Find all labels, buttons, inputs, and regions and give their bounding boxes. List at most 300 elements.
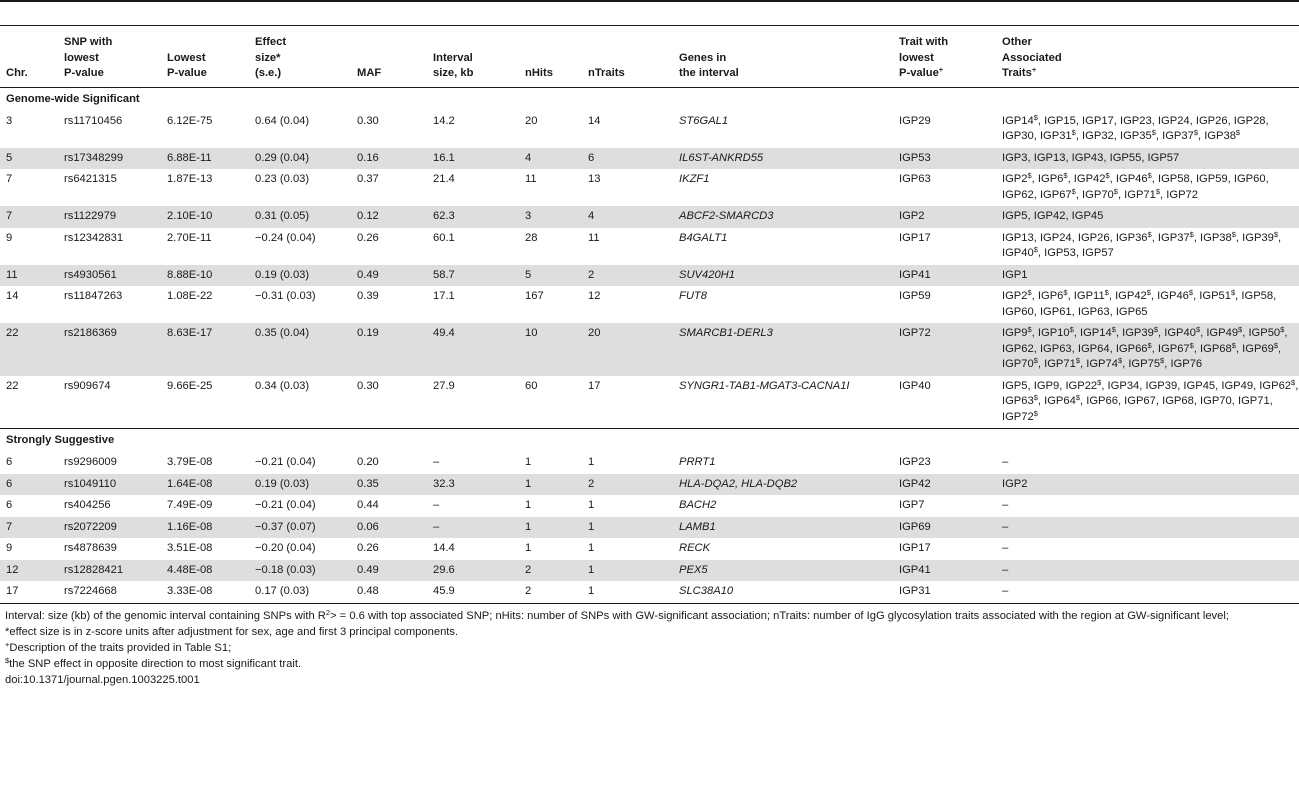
col-maf: MAF <box>351 26 427 87</box>
opposite-direction-mark: $ <box>1193 128 1198 137</box>
cell-genes: SYNGR1-TAB1-MGAT3-CACNA1I <box>679 379 850 392</box>
opposite-direction-mark: $ <box>1027 325 1032 334</box>
opposite-direction-mark: $ <box>1188 288 1194 297</box>
cell-trait: IGP7 <box>899 499 925 511</box>
cell-ntraits: 1 <box>588 542 595 554</box>
opposite-direction-mark: $ <box>1113 186 1118 196</box>
cell-lowest-p: 6.88E-11 <box>161 148 249 170</box>
trait-code: IGP15 <box>1044 114 1076 127</box>
trait-code: IGP22 <box>1065 379 1098 392</box>
opposite-direction-mark: $ <box>1071 186 1076 196</box>
cell-maf: 0.48 <box>357 585 379 597</box>
cell-ntraits: 2 <box>582 474 673 496</box>
cell-lowest-p: 1.16E-08 <box>161 517 249 539</box>
cell-nhits: 28 <box>525 231 538 244</box>
opposite-direction-mark: $ <box>1146 288 1151 297</box>
table-row <box>0 474 1299 496</box>
cell-ntraits: 14 <box>588 114 601 127</box>
opposite-direction-mark: $ <box>1195 325 1201 334</box>
trait-code: IGP64 <box>1077 342 1110 355</box>
table-row <box>0 228 1299 265</box>
footnote-doi: doi:10.1371/journal.pgen.1003225.t001 <box>5 674 200 686</box>
trait-code: IGP57 <box>1147 151 1180 164</box>
opposite-direction-mark: $ <box>1231 229 1236 239</box>
cell-lowest-p: 8.88E-10 <box>161 265 249 287</box>
cell-interval: 14.4 <box>433 542 455 554</box>
cell-genes: B4GALT1 <box>679 231 728 244</box>
cell-ntraits: 1 <box>582 560 673 582</box>
cell-snp: rs7224668 <box>64 585 117 597</box>
cell-genes: ST6GAL1 <box>679 114 729 127</box>
trait-code: IGP23 <box>1119 114 1152 127</box>
cell-chr: 12 <box>0 560 58 582</box>
cell-effect: −0.20 (0.04) <box>255 542 316 554</box>
cell-maf: 0.06 <box>351 517 427 539</box>
cell-ntraits: 6 <box>582 148 673 170</box>
trait-code: IGP61 <box>1039 305 1072 318</box>
cell-snp: rs11847263 <box>64 290 123 302</box>
col-genes: Genes in the interval <box>673 26 893 87</box>
cell-maf: 0.26 <box>357 542 379 554</box>
cell-snp: rs4878639 <box>64 542 117 554</box>
cell-other-traits: IGP2 <box>996 474 1299 496</box>
cell-lowest-p: 3.79E-08 <box>167 456 213 468</box>
opposite-direction-mark: $ <box>1147 229 1152 239</box>
opposite-direction-mark: $ <box>1273 229 1279 239</box>
cell-interval: 17.1 <box>433 290 455 302</box>
cell-lowest-p: 3.33E-08 <box>167 585 213 597</box>
trait-code: IGP5 <box>1002 379 1028 392</box>
trait-code: IGP13 <box>1002 231 1034 244</box>
cell-chr: 22 <box>0 323 58 376</box>
cell-snp: rs1122979 <box>58 206 161 228</box>
trait-code: IGP63 <box>1077 305 1110 318</box>
trait-code: IGP46 <box>1115 173 1148 185</box>
cell-genes: SLC38A10 <box>679 585 734 597</box>
trait-code: IGP51 <box>1199 290 1231 302</box>
trait-code: IGP35 <box>1119 130 1152 142</box>
cell-trait: IGP41 <box>893 265 996 287</box>
trait-code: IGP26 <box>1077 231 1110 244</box>
cell-lowest-p: 1.87E-13 <box>167 173 213 185</box>
table-row <box>0 206 1299 228</box>
cell-maf: 0.12 <box>351 206 427 228</box>
cell-other-traits: IGP13, IGP24, IGP26, IGP36$, IGP37$, IGP38$, IGP39$, IGP40$, IGP53, IGP57 <box>1002 229 1282 259</box>
trait-code: IGP67 <box>1157 342 1190 355</box>
trait-code: IGP46 <box>1157 290 1189 302</box>
trait-code: IGP26 <box>1195 114 1228 127</box>
col-ntraits: nTraits <box>582 26 673 87</box>
trait-code: IGP71 <box>1044 358 1076 370</box>
trait-code: IGP14 <box>1080 327 1112 339</box>
cell-trait: IGP40 <box>899 379 931 392</box>
section-title: Genome-wide Significant <box>6 92 140 105</box>
trait-code: IGP71 <box>1237 395 1270 407</box>
cell-effect: 0.34 (0.03) <box>255 379 310 392</box>
trait-code: IGP9 <box>1002 327 1028 339</box>
trait-code: IGP38 <box>1200 231 1232 244</box>
table-row <box>0 452 1299 474</box>
footnote-description: +Description of the traits provided in Table S1; <box>5 640 232 654</box>
trait-code: IGP66 <box>1086 395 1118 407</box>
cell-ntraits: 20 <box>582 323 673 376</box>
trait-code: IGP59 <box>1195 173 1228 185</box>
cell-effect: −0.21 (0.04) <box>255 499 316 511</box>
opposite-direction-mark: $ <box>1069 325 1074 334</box>
opposite-direction-mark: $ <box>1027 171 1032 180</box>
cell-trait: IGP42 <box>893 474 996 496</box>
cell-effect: −0.21 (0.04) <box>255 456 316 468</box>
cell-ntraits: 13 <box>588 173 601 185</box>
trait-code: IGP11 <box>1073 290 1105 302</box>
trait-code: IGP42 <box>1073 173 1106 185</box>
table-row <box>0 148 1299 170</box>
cell-trait: IGP63 <box>899 173 931 185</box>
cell-trait: IGP59 <box>899 290 931 302</box>
table-row <box>0 286 1299 323</box>
cell-interval: 60.1 <box>433 231 455 244</box>
col-other-traits: Other Associated Traits+ <box>996 26 1299 87</box>
trait-code: IGP68 <box>1162 395 1194 407</box>
cell-genes: PEX5 <box>673 560 893 582</box>
opposite-direction-mark: $ <box>1033 356 1038 365</box>
cell-interval: 32.3 <box>427 474 519 496</box>
cell-effect: 0.29 (0.04) <box>249 148 351 170</box>
cell-chr: 17 <box>6 585 19 597</box>
opposite-direction-mark: $ <box>1155 186 1161 196</box>
table-row <box>0 538 1299 560</box>
table-body <box>0 87 1299 603</box>
cell-lowest-p: 9.66E-25 <box>167 379 213 392</box>
cell-chr: 6 <box>6 456 13 468</box>
table-row <box>0 560 1299 582</box>
cell-genes: SUV420H1 <box>673 265 893 287</box>
cell-chr: 9 <box>6 231 13 244</box>
opposite-direction-mark: $ <box>1033 408 1038 418</box>
trait-code: IGP55 <box>1109 151 1142 164</box>
table-bottom-rule <box>0 603 1299 604</box>
cell-snp: rs12828421 <box>58 560 161 582</box>
cell-snp: rs17348299 <box>58 148 161 170</box>
cell-nhits: 10 <box>519 323 582 376</box>
opposite-direction-mark: $ <box>1075 356 1080 365</box>
cell-genes: ABCF2-SMARCD3 <box>673 206 893 228</box>
trait-code: IGP72 <box>1002 410 1034 423</box>
cell-lowest-p: 6.12E-75 <box>167 114 213 127</box>
cell-chr: 7 <box>0 517 58 539</box>
cell-ntraits: 17 <box>588 379 601 392</box>
cell-trait: IGP69 <box>893 517 996 539</box>
trait-code: IGP62 <box>1002 188 1034 201</box>
trait-code: IGP2 <box>1002 290 1028 302</box>
opposite-direction-mark: $ <box>1104 288 1109 297</box>
trait-code: IGP53 <box>1044 247 1076 259</box>
cell-other-traits: IGP2$, IGP6$, IGP42$, IGP46$, IGP58, IGP59, IGP60, IGP62, IGP67$, IGP70$, IGP71$, IGP72 <box>1002 171 1269 201</box>
cell-genes: BACH2 <box>679 499 717 511</box>
cell-nhits: 20 <box>525 114 538 127</box>
opposite-direction-mark: $ <box>1231 340 1236 350</box>
cell-other-traits: – <box>1002 585 1009 597</box>
cell-interval: 58.7 <box>427 265 519 287</box>
cell-maf: 0.30 <box>357 379 379 392</box>
cell-nhits: 2 <box>525 585 532 597</box>
cell-nhits: 60 <box>525 379 538 392</box>
trait-code: IGP10 <box>1037 327 1070 339</box>
table-row <box>0 111 1299 148</box>
cell-other-traits: IGP3, IGP13, IGP43, IGP55, IGP57 <box>996 148 1299 170</box>
cell-interval: 29.6 <box>427 560 519 582</box>
cell-snp: rs1049110 <box>58 474 161 496</box>
trait-code: IGP32 <box>1082 130 1114 142</box>
cell-snp: rs909674 <box>64 379 111 392</box>
cell-ntraits: 2 <box>582 265 673 287</box>
trait-code: IGP70 <box>1200 395 1232 407</box>
cell-lowest-p: 7.49E-09 <box>167 499 213 511</box>
cell-interval: – <box>427 517 519 539</box>
col-snp: SNP with lowest P-value <box>58 26 161 87</box>
trait-code: IGP76 <box>1170 358 1203 370</box>
trait-code: IGP34 <box>1107 379 1140 392</box>
cell-effect: −0.18 (0.03) <box>249 560 351 582</box>
opposite-direction-mark: $ <box>1147 171 1152 180</box>
trait-code: IGP75 <box>1128 358 1161 370</box>
trait-code: IGP62 <box>1259 379 1292 392</box>
cell-effect: 0.19 (0.03) <box>249 474 351 496</box>
trait-code: IGP30 <box>1002 130 1034 142</box>
cell-other-traits: IGP5, IGP42, IGP45 <box>996 206 1299 228</box>
cell-trait: IGP72 <box>893 323 996 376</box>
trait-code: IGP65 <box>1115 305 1148 318</box>
trait-code: IGP45 <box>1071 210 1104 222</box>
cell-trait: IGP53 <box>893 148 996 170</box>
trait-code: IGP58 <box>1241 290 1274 302</box>
cell-lowest-p: 8.63E-17 <box>161 323 249 376</box>
trait-code: IGP13 <box>1033 151 1066 164</box>
cell-genes: SMARCB1-DERL3 <box>673 323 893 376</box>
trait-code: IGP17 <box>1082 114 1114 127</box>
cell-ntraits: 1 <box>588 585 595 597</box>
cell-chr: 3 <box>6 114 13 127</box>
cell-ntraits: 1 <box>588 456 595 468</box>
trait-code: IGP40 <box>1164 327 1196 339</box>
cell-maf: 0.16 <box>351 148 427 170</box>
cell-effect: 0.35 (0.04) <box>249 323 351 376</box>
trait-code: IGP37 <box>1162 130 1194 142</box>
col-chr: Chr. <box>0 26 58 87</box>
table-row <box>0 265 1299 287</box>
opposite-direction-mark: $ <box>1273 340 1279 350</box>
trait-code: IGP38 <box>1204 130 1236 142</box>
trait-code: IGP39 <box>1122 327 1154 339</box>
opposite-direction-mark: $ <box>1027 288 1032 297</box>
trait-code: IGP6 <box>1037 173 1064 185</box>
cell-maf: 0.49 <box>351 560 427 582</box>
trait-code: IGP49 <box>1206 327 1239 339</box>
cell-other-traits: – <box>996 560 1299 582</box>
cell-other-traits: – <box>1002 499 1009 511</box>
cell-effect: 0.19 (0.03) <box>249 265 351 287</box>
opposite-direction-mark: $ <box>1153 325 1158 334</box>
trait-code: IGP60 <box>1233 173 1266 185</box>
table-row <box>0 323 1299 376</box>
trait-code: IGP39 <box>1242 231 1274 244</box>
cell-chr: 5 <box>0 148 58 170</box>
cell-ntraits: 12 <box>588 290 601 302</box>
cell-interval: – <box>433 456 440 468</box>
table-row <box>0 495 1299 517</box>
opposite-direction-mark: $ <box>1235 128 1241 137</box>
opposite-direction-mark: $ <box>1189 229 1194 239</box>
cell-effect: 0.64 (0.04) <box>255 114 310 127</box>
cell-ntraits: 4 <box>582 206 673 228</box>
col-effect: Effect size* (s.e.) <box>249 26 351 87</box>
cell-nhits: 1 <box>525 542 532 554</box>
cell-interval: 21.4 <box>433 173 455 185</box>
trait-code: IGP24 <box>1157 114 1190 127</box>
cell-chr: 7 <box>0 206 58 228</box>
cell-snp: rs12342831 <box>64 231 124 244</box>
cell-maf: 0.20 <box>357 456 379 468</box>
opposite-direction-mark: $ <box>1063 171 1068 180</box>
trait-code: IGP43 <box>1071 151 1104 164</box>
trait-code: IGP6 <box>1037 290 1064 302</box>
cell-maf: 0.39 <box>357 290 379 302</box>
table-row <box>0 581 1299 603</box>
cell-nhits: 1 <box>525 456 532 468</box>
cell-other-traits: IGP2$, IGP6$, IGP11$, IGP42$, IGP46$, IGP51$, IGP58, IGP60, IGP61, IGP63, IGP65 <box>1002 288 1277 318</box>
cell-snp: rs4930561 <box>58 265 161 287</box>
opposite-direction-mark: $ <box>1291 377 1296 387</box>
cell-other-traits: IGP9$, IGP10$, IGP14$, IGP39$, IGP40$, IGP49$, IGP50$, IGP62, IGP63, IGP64, IGP66$, IGP67$, IGP68$, IGP69$, IGP70$, IGP71$, IGP74$, IGP75$, IGP76 <box>996 323 1299 376</box>
trait-code: IGP66 <box>1115 342 1148 355</box>
cell-lowest-p: 1.08E-22 <box>167 290 213 302</box>
cell-genes: PRRT1 <box>679 456 716 468</box>
cell-trait: IGP17 <box>899 231 931 244</box>
cell-maf: 0.19 <box>351 323 427 376</box>
cell-ntraits: 1 <box>588 499 595 511</box>
cell-nhits: 2 <box>519 560 582 582</box>
trait-code: IGP37 <box>1157 231 1190 244</box>
cell-trait: IGP2 <box>893 206 996 228</box>
trait-code: IGP36 <box>1115 231 1148 244</box>
cell-maf: 0.49 <box>351 265 427 287</box>
cell-interval: – <box>433 499 440 511</box>
col-lowest-p: Lowest P-value <box>161 26 249 87</box>
cell-nhits: 1 <box>519 517 582 539</box>
cell-effect: −0.24 (0.04) <box>255 231 316 244</box>
opposite-direction-mark: $ <box>1189 340 1194 350</box>
cell-other-traits: – <box>1002 542 1009 554</box>
cell-chr: 6 <box>6 499 13 511</box>
trait-code: IGP42 <box>1033 210 1066 222</box>
trait-code: IGP70 <box>1002 358 1034 370</box>
trait-code: IGP74 <box>1086 358 1118 370</box>
opposite-direction-mark: $ <box>1231 288 1236 297</box>
opposite-direction-mark: $ <box>1075 393 1080 402</box>
trait-header-mark: + <box>938 65 944 74</box>
cell-other-traits <box>996 265 1299 287</box>
trait-code: IGP67 <box>1039 188 1072 201</box>
cell-trait: IGP17 <box>899 542 931 554</box>
cell-other-traits: – <box>1002 456 1009 468</box>
cell-trait: IGP41 <box>893 560 996 582</box>
trait-code: IGP14 <box>1002 114 1034 127</box>
cell-chr: 6 <box>0 474 58 496</box>
cell-snp: rs2186369 <box>58 323 161 376</box>
trait-code: IGP42 <box>1115 290 1147 302</box>
cell-trait: IGP29 <box>899 114 931 127</box>
section-header-row <box>0 87 1299 111</box>
cell-effect: 0.23 (0.03) <box>255 173 310 185</box>
cell-ntraits: 11 <box>588 231 600 244</box>
trait-code: IGP58 <box>1158 173 1190 185</box>
trait-code: IGP24 <box>1039 231 1072 244</box>
cell-genes: LAMB1 <box>673 517 893 539</box>
top-rule-thick <box>0 0 1299 2</box>
cell-trait: IGP31 <box>899 585 931 597</box>
cell-genes: IKZF1 <box>679 173 710 185</box>
cell-snp: rs6421315 <box>64 173 117 185</box>
trait-code: IGP9 <box>1033 379 1060 392</box>
cell-effect: 0.31 (0.05) <box>249 206 351 228</box>
cell-lowest-p: 4.48E-08 <box>161 560 249 582</box>
results-table <box>0 26 1299 603</box>
opposite-direction-mark: $ <box>1238 325 1243 334</box>
trait-code: IGP69 <box>1242 342 1274 355</box>
trait-code: IGP28 <box>1233 114 1266 127</box>
col-nhits: nHits <box>519 26 582 87</box>
cell-snp: rs9296009 <box>64 456 117 468</box>
cell-other-traits: IGP5, IGP9, IGP22$, IGP34, IGP39, IGP45, IGP49, IGP62$, IGP63$, IGP64$, IGP66, IGP67, IGP68, IGP70, IGP71, IGP72$ <box>1002 377 1299 423</box>
cell-other-traits: – <box>996 517 1299 539</box>
cell-effect: 0.17 (0.03) <box>255 585 310 597</box>
cell-nhits: 1 <box>525 499 532 511</box>
cell-maf: 0.30 <box>357 114 379 127</box>
cell-chr: 9 <box>6 542 13 554</box>
trait-code: IGP1 <box>1002 268 1028 281</box>
cell-lowest-p: 2.70E-11 <box>167 231 212 244</box>
trait-code: IGP39 <box>1145 379 1178 392</box>
cell-chr: 22 <box>6 379 19 392</box>
table-header-row <box>0 26 1299 87</box>
trait-code: IGP63 <box>1039 342 1072 355</box>
footnote-opposite: $the SNP effect in opposite direction to most significant trait. <box>5 656 302 670</box>
cell-nhits: 1 <box>519 474 582 496</box>
cell-effect: −0.31 (0.03) <box>255 290 316 302</box>
trait-code: IGP49 <box>1221 379 1254 392</box>
cell-ntraits: 1 <box>582 517 673 539</box>
cell-genes: HLA-DQA2, HLA-DQB2 <box>673 474 893 496</box>
cell-nhits: 3 <box>519 206 582 228</box>
section-header-row <box>0 429 1299 453</box>
trait-code: IGP45 <box>1183 379 1216 392</box>
cell-maf: 0.37 <box>357 173 379 185</box>
opposite-direction-mark: $ <box>1151 128 1156 137</box>
cell-lowest-p: 1.64E-08 <box>161 474 249 496</box>
table-row <box>0 169 1299 206</box>
cell-snp: rs404256 <box>64 499 111 511</box>
trait-code: IGP50 <box>1248 327 1281 339</box>
opposite-direction-mark: $ <box>1033 112 1038 122</box>
opposite-direction-mark: $ <box>1105 171 1110 180</box>
opposite-direction-mark: $ <box>1280 325 1285 334</box>
opposite-direction-mark: $ <box>1147 340 1152 350</box>
section-title: Strongly Suggestive <box>0 429 1299 453</box>
cell-interval: 45.9 <box>433 585 455 597</box>
cell-interval: 27.9 <box>433 379 455 392</box>
cell-genes: FUT8 <box>679 290 707 302</box>
cell-genes: RECK <box>679 542 711 554</box>
